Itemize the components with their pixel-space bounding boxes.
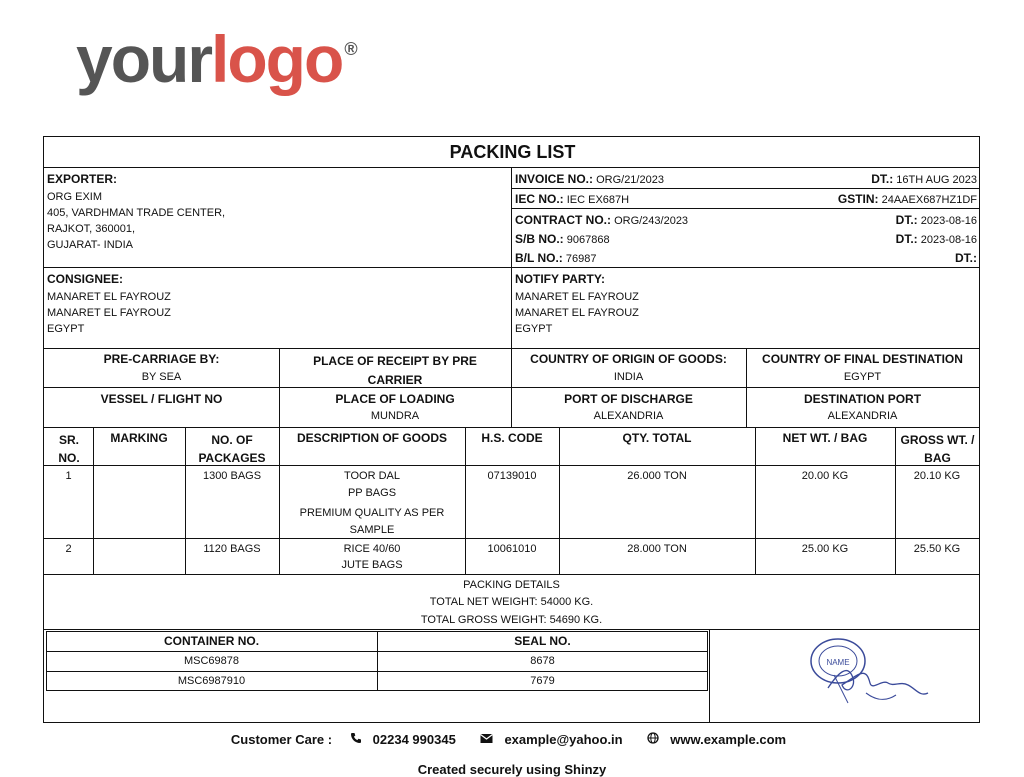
seal-no-header: SEAL NO. xyxy=(514,634,571,648)
discharge-port-value: ALEXANDRIA xyxy=(593,410,664,422)
cell-hs-code: 10061010 xyxy=(487,543,537,555)
website-contact[interactable]: www.example.com xyxy=(647,732,793,747)
container-no-cell: MSC69878 xyxy=(183,655,240,667)
phone-contact[interactable]: 02234 990345 xyxy=(350,732,463,747)
exporter-line: ORG EXIM xyxy=(47,191,103,203)
cell-sr: 2 xyxy=(65,543,72,555)
company-logo xyxy=(76,22,358,96)
footer-contact xyxy=(0,732,1024,747)
customer-care-label: Customer Care : xyxy=(230,732,333,747)
cell-gross-weight: 25.50 KG xyxy=(913,543,961,555)
cell-description: PREMIUM QUALITY AS PER SAMPLE xyxy=(299,507,445,536)
logo-word-logo: logo xyxy=(211,22,343,96)
pre-carriage-value: BY SEA xyxy=(141,371,182,383)
packing-details-title: PACKING DETAILS xyxy=(463,579,560,591)
column-header: NO. OF PACKAGES xyxy=(198,433,266,465)
exporter-label: EXPORTER: xyxy=(47,172,118,186)
consignee-line: MANARET EL FAYROUZ xyxy=(47,291,171,303)
notify-line: MANARET EL FAYROUZ xyxy=(515,291,639,303)
loading-place-value: MUNDRA xyxy=(370,410,420,422)
country-origin-label: COUNTRY OF ORIGIN OF GOODS: xyxy=(530,352,727,366)
contract-no: CONTRACT NO.: ORG/243/2023 xyxy=(515,213,689,227)
sb-date: DT.: 2023-08-16 xyxy=(895,232,977,246)
notify-party-label: NOTIFY PARTY: xyxy=(515,272,605,286)
cell-qty: 28.000 TON xyxy=(627,543,687,555)
cell-description: RICE 40/60 xyxy=(343,543,401,555)
destination-port-label: DESTINATION PORT xyxy=(803,392,922,406)
final-destination-value: EGYPT xyxy=(843,371,882,383)
email-contact[interactable]: example@yahoo.in xyxy=(480,732,629,747)
destination-port-value: ALEXANDRIA xyxy=(827,410,898,422)
container-no-header: CONTAINER NO. xyxy=(163,634,260,648)
cell-net-weight: 25.00 KG xyxy=(801,543,849,555)
final-destination-label: COUNTRY OF FINAL DESTINATION xyxy=(762,352,963,366)
iec-no: IEC NO.: IEC EX687H xyxy=(515,192,630,206)
invoice-date: DT.: 16TH AUG 2023 xyxy=(871,172,977,186)
total-gross-weight: TOTAL GROSS WEIGHT: 54690 KG. xyxy=(420,614,603,626)
exporter-line: GUJARAT- INDIA xyxy=(47,239,133,251)
document-title: PACKING LIST xyxy=(449,142,576,162)
bl-no: B/L NO.: 76987 xyxy=(515,251,597,265)
globe-icon xyxy=(647,732,659,747)
total-net-weight: TOTAL NET WEIGHT: 54000 KG. xyxy=(429,596,594,608)
cell-packages: 1120 BAGS xyxy=(203,543,261,555)
column-header: DESCRIPTION OF GOODS xyxy=(296,431,447,445)
container-no-cell: MSC6987910 xyxy=(177,675,246,687)
notify-line: MANARET EL FAYROUZ xyxy=(515,307,639,319)
discharge-port-label: PORT OF DISCHARGE xyxy=(564,392,693,406)
cell-packages: 1300 BAGS xyxy=(202,470,262,482)
gstin: GSTIN: 24AAEX687HZ1DF xyxy=(837,192,977,206)
vessel-label: VESSEL / FLIGHT NO xyxy=(100,392,223,406)
created-by-credit: Created securely using Shinzy xyxy=(417,762,607,777)
exporter-line: 405, VARDHMAN TRADE CENTER, xyxy=(47,207,226,219)
consignee-line: EGYPT xyxy=(47,323,85,335)
cell-gross-weight: 20.10 KG xyxy=(913,470,961,482)
column-header: SR. NO. xyxy=(58,433,80,465)
cell-description: PP BAGS xyxy=(347,487,397,499)
contract-date: DT.: 2023-08-16 xyxy=(895,213,977,227)
packing-list-document xyxy=(43,136,980,723)
consignee-label: CONSIGNEE: xyxy=(47,272,124,286)
sb-no: S/B NO.: 9067868 xyxy=(515,232,610,246)
cell-net-weight: 20.00 KG xyxy=(801,470,849,482)
country-origin-value: INDIA xyxy=(613,371,644,383)
column-header: NET WT. / BAG xyxy=(782,431,868,445)
column-header: QTY. TOTAL xyxy=(622,431,692,445)
pre-carriage-label: PRE-CARRIAGE BY: xyxy=(103,352,220,366)
invoice-no: INVOICE NO.: ORG/21/2023 xyxy=(515,172,664,186)
logo-word-your: your xyxy=(76,22,212,96)
receipt-place-label: PLACE OF RECEIPT BY PRE CARRIER xyxy=(313,354,477,387)
consignee-line: MANARET EL FAYROUZ xyxy=(47,307,171,319)
cell-qty: 26.000 TON xyxy=(627,470,687,482)
cell-sr: 1 xyxy=(65,470,72,482)
seal-no-cell: 8678 xyxy=(530,655,555,667)
envelope-icon xyxy=(480,732,493,747)
exporter-line: RAJKOT, 360001, xyxy=(47,223,136,235)
column-header: MARKING xyxy=(110,431,168,445)
column-header: H.S. CODE xyxy=(481,431,543,445)
cell-description: JUTE BAGS xyxy=(341,559,403,571)
bl-date: DT.: xyxy=(955,251,977,265)
column-header: GROSS WT. / BAG xyxy=(900,433,975,465)
container-table xyxy=(46,631,708,691)
cell-hs-code: 07139010 xyxy=(487,470,537,482)
company-stamp-signature xyxy=(808,633,938,723)
seal-no-cell: 7679 xyxy=(530,675,555,687)
phone-icon xyxy=(350,732,362,747)
registered-mark: ® xyxy=(344,39,358,59)
loading-place-label: PLACE OF LOADING xyxy=(335,392,455,406)
notify-line: EGYPT xyxy=(515,323,553,335)
cell-description: TOOR DAL xyxy=(343,470,401,482)
stamp-text: NAME xyxy=(826,658,850,667)
